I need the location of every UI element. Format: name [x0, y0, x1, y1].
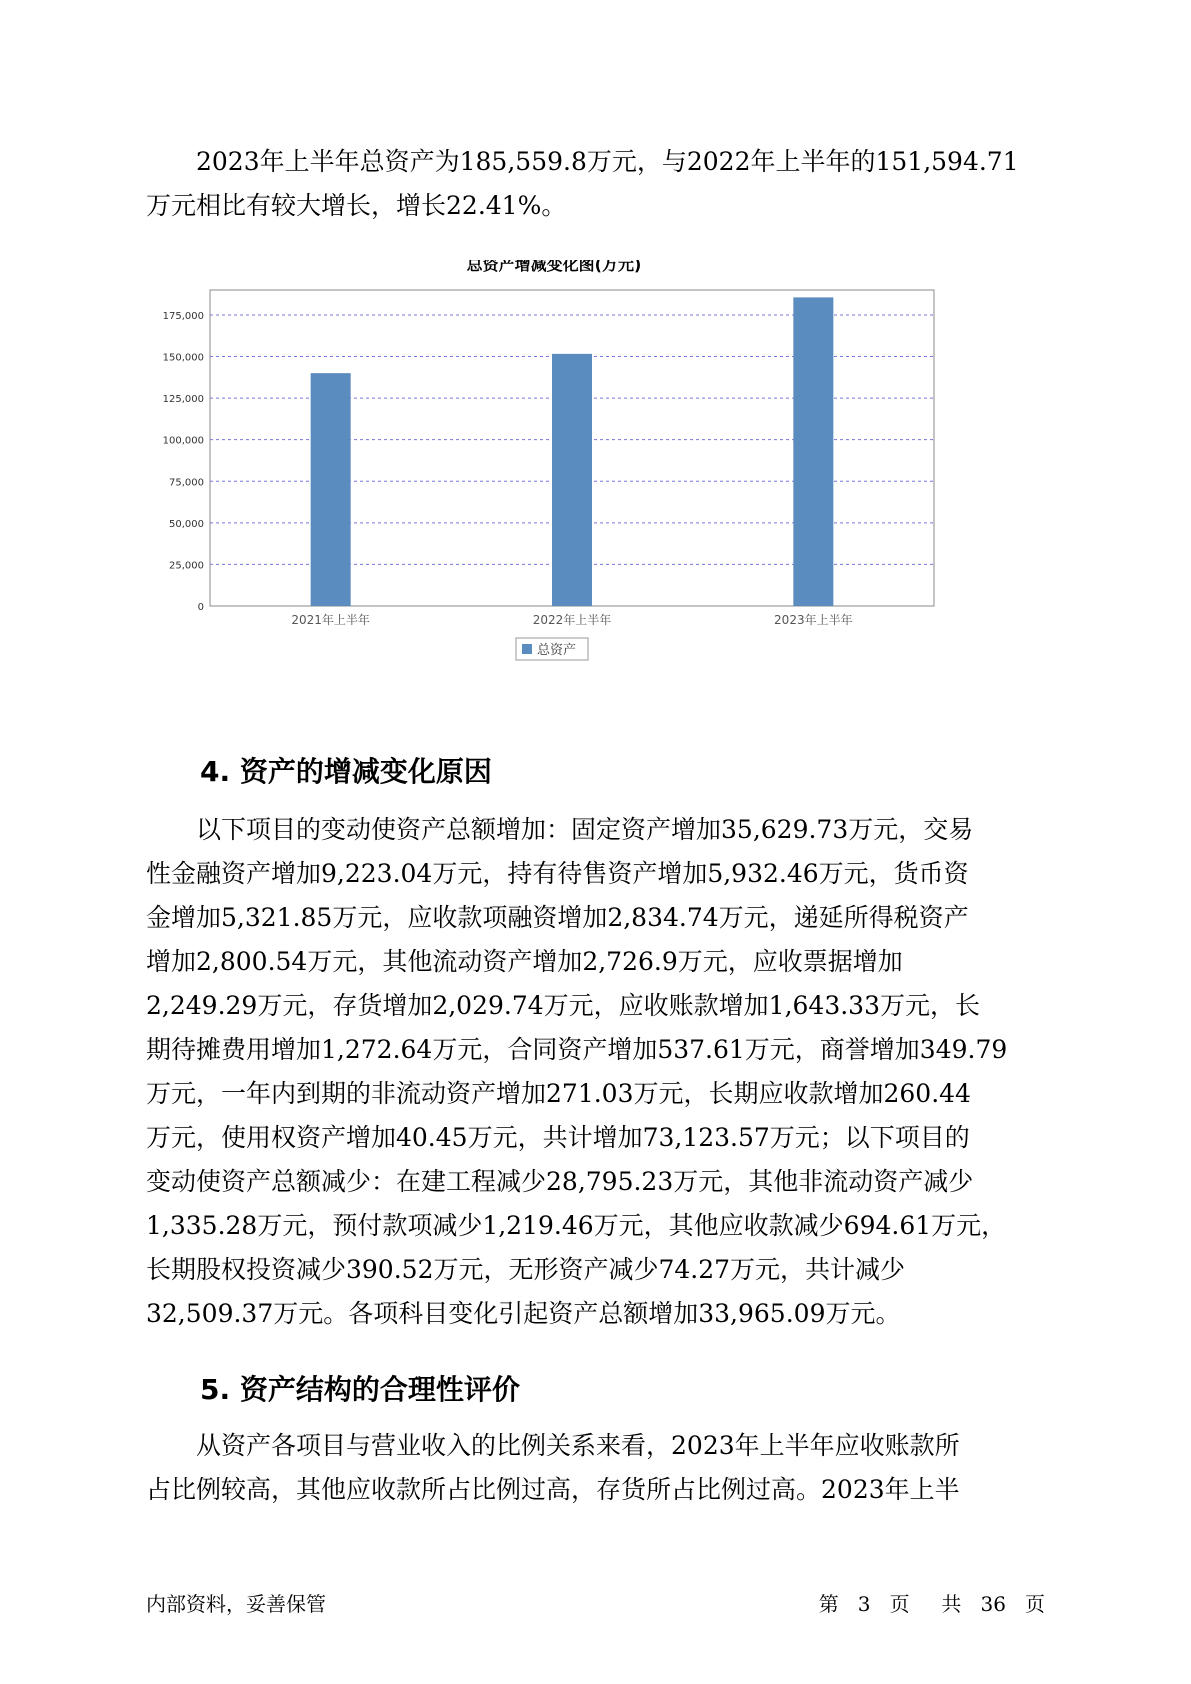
x-tick-label: 2023年上半年 — [774, 613, 853, 627]
chart-legend — [516, 638, 588, 660]
section-4-line: 2,249.29万元，存货增加2,029.74万元，应收账款增加1,643.33万元，长 — [146, 991, 980, 1020]
section-4-line: 以下项目的变动使资产总额增加：固定资产增加35,629.73万元，交易 — [196, 815, 974, 844]
section-5-line: 从资产各项目与营业收入的比例关系来看，2023年上半年应收账款所 — [196, 1431, 960, 1460]
section-4-line: 1,335.28万元，预付款项减少1,219.46万元，其他应收款减少694.61万元， — [146, 1211, 1007, 1240]
intro-paragraph — [146, 140, 1046, 228]
y-tick-label: 75,000 — [169, 477, 204, 489]
chart-svg — [146, 260, 1026, 710]
intro-line: 2023年上半年总资产为185,559.8万元，与2022年上半年的151,594.71 — [196, 147, 1019, 176]
page-prefix: 第 — [818, 1592, 839, 1616]
intro-line: 万元相比有较大增长，增长22.41%。 — [146, 191, 567, 220]
legend-label: 总资产 — [537, 643, 577, 658]
y-tick-label: 150,000 — [162, 352, 204, 364]
y-axis-ticks — [163, 311, 204, 613]
section-4-line: 增加2,800.54万元，其他流动资产增加2,726.9万元，应收票据增加 — [146, 947, 903, 976]
section-4-line: 期待摊费用增加1,272.64万元，合同资产增加537.61万元，商誉增加349.79 — [146, 1035, 1008, 1064]
section-5-heading: 5. 资产结构的合理性评价 — [200, 1373, 520, 1406]
section-4-line: 金增加5,321.85万元，应收款项融资增加2,834.74万元，递延所得税资产 — [146, 903, 969, 932]
total-assets-chart — [146, 260, 1026, 710]
legend-swatch — [522, 644, 532, 654]
total-pages: 36 — [980, 1592, 1006, 1616]
page-number: 3 — [857, 1592, 871, 1616]
total-unit: 页 — [1025, 1592, 1045, 1616]
x-tick-label: 2022年上半年 — [532, 613, 612, 627]
bar — [311, 373, 351, 606]
footer-confidential-note: 内部资料，妥善保管 — [146, 1592, 326, 1616]
y-tick-label: 125,000 — [162, 394, 204, 406]
section-5-paragraph — [146, 1424, 1046, 1512]
y-tick-label: 100,000 — [162, 435, 204, 447]
total-prefix: 共 — [941, 1592, 962, 1616]
section-4-line: 32,509.37万元。各项科目变化引起资产总额增加33,965.09万元。 — [146, 1299, 901, 1328]
footer-page-indicator — [819, 1588, 1045, 1617]
section-4-line: 万元，一年内到期的非流动资产增加271.03万元，长期应收款增加260.44 — [146, 1079, 971, 1108]
chart-title: 总资产增减变化图(万元) — [466, 260, 642, 274]
bar — [793, 297, 833, 606]
bar — [552, 354, 592, 606]
section-4-line: 性金融资产增加9,223.04万元，持有待售资产增加5,932.46万元，货币资 — [146, 859, 969, 888]
y-tick-label: 0 — [197, 602, 204, 613]
x-tick-label: 2021年上半年 — [291, 613, 370, 627]
section-4-line: 长期股权投资减少390.52万元，无形资产减少74.27万元，共计减少 — [146, 1255, 906, 1284]
y-tick-label: 175,000 — [162, 310, 204, 322]
section-5-line: 占比例较高，其他应收款所占比例过高，存货所占比例过高。2023年上半 — [146, 1475, 960, 1504]
y-tick-label: 25,000 — [169, 560, 204, 572]
section-4-line: 万元，使用权资产增加40.45万元，共计增加73,123.57万元；以下项目的 — [146, 1123, 970, 1152]
section-4-heading: 4. 资产的增减变化原因 — [200, 755, 492, 788]
page-unit: 页 — [889, 1592, 910, 1616]
section-4-paragraph — [146, 808, 1046, 1336]
x-axis-ticks — [291, 612, 852, 627]
section-4-line: 变动使资产总额减少：在建工程减少28,795.23万元，其他非流动资产减少 — [146, 1167, 974, 1196]
y-tick-label: 50,000 — [169, 518, 204, 530]
